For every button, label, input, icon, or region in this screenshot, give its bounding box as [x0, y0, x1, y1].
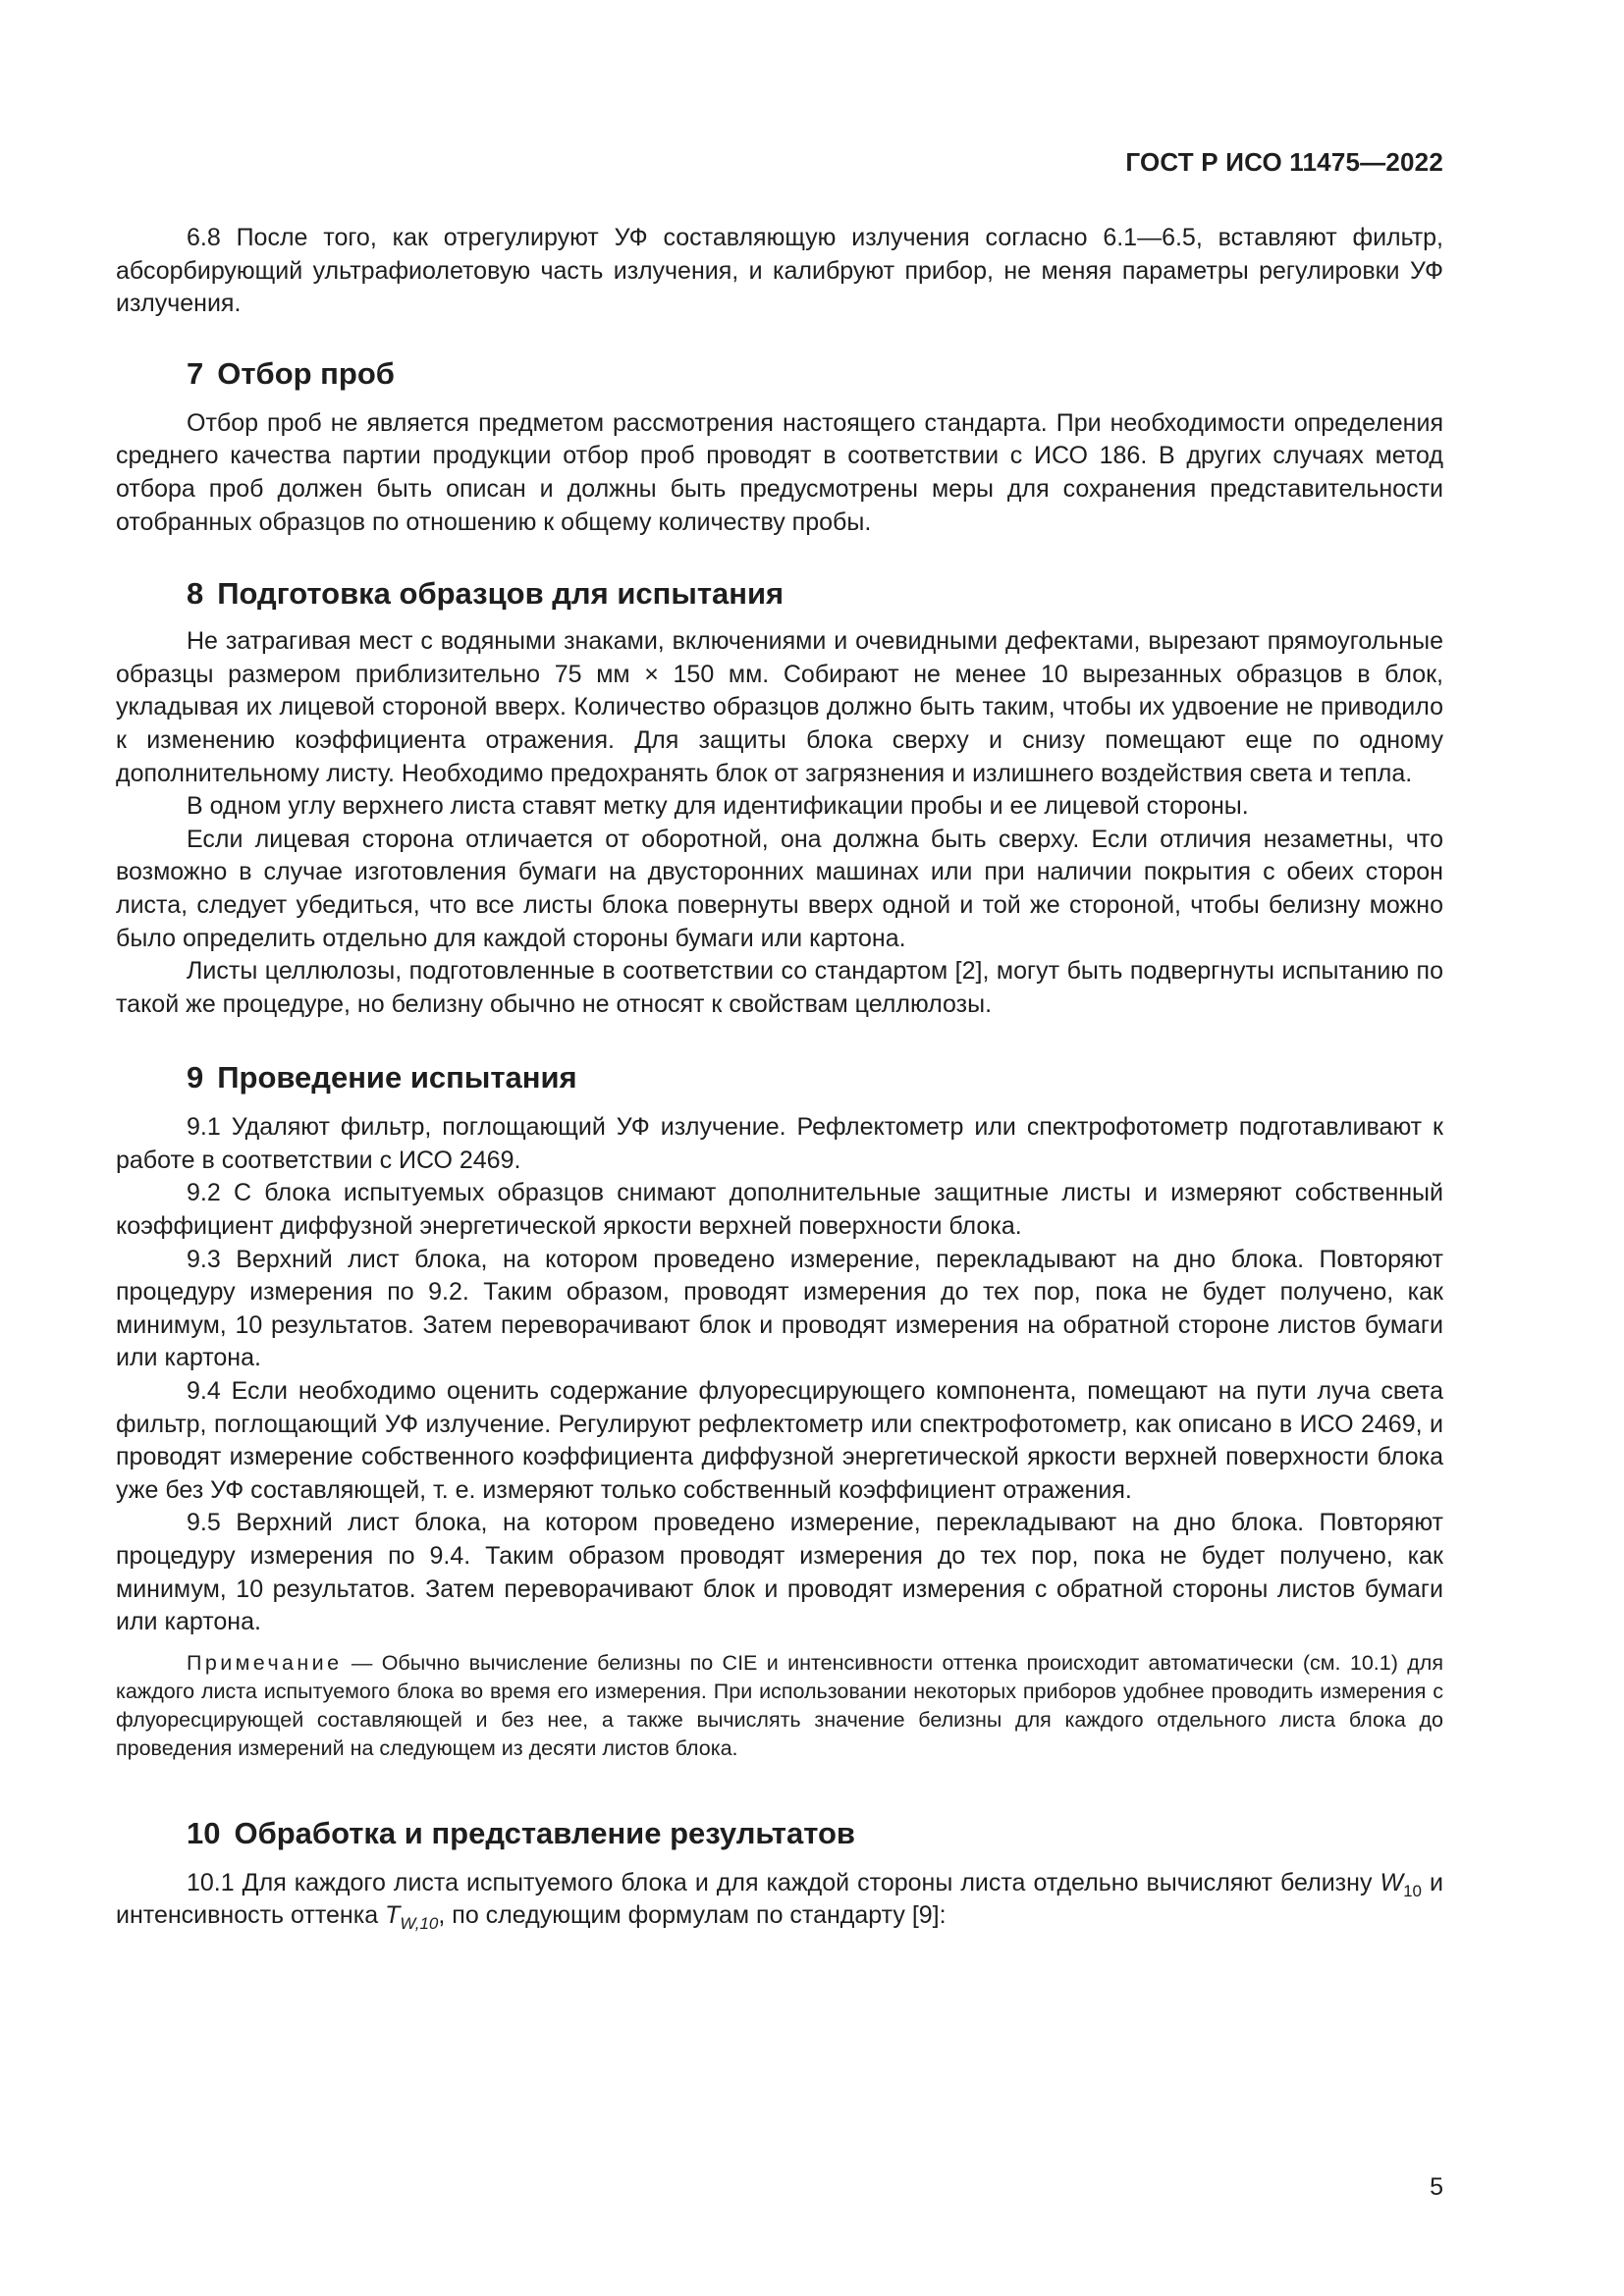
section-title: Обработка и представление результатов — [234, 1815, 855, 1850]
section-title: Отбор проб — [217, 355, 395, 391]
section-number: 9 — [187, 1060, 204, 1095]
clause-9-5: 9.5 Верхний лист блока, на котором проведено измерение, перекладывают на дно блока. Повторяют процедуру измерения по 9.4. Таким образом проводят измерения до тех пор, пока не будет получено, как минимум, 10 результатов. Затем переворачивают блок и проводят измерения с обратной стороны листов бумаги или картона. — [116, 1509, 1443, 1636]
section-8-paragraph: Не затрагивая мест с водяными знаками, включениями и очевидными дефектами, вырезают прямоугольные образцы размером приблизительно 75 мм × 150 мм. Собирают не менее 10 вырезанных образцов в блок, укладывая их лицевой стороной вверх. Количество образцов должно быть таким, чтобы их удвоение не приводило к изменению коэффициента отражения. Для защиты блока сверху и снизу помещают еще по одному дополнительному листу. Необходимо предохранять блок от загрязнения и излишнего воздействия света и тепла. — [116, 627, 1443, 787]
clause-9-4: 9.4 Если необходимо оценить содержание флуоресцирующего компонента, помещают на пути луча света фильтр, поглощающий УФ излучение. Регулируют рефлектометр или спектрофотометр, как описано в ИСО 2469, и проводят измерение собственного коэффициента диффузной энергетической яркости верхней поверхности блока уже без УФ составляющей, т. е. измеряют только собственный коэффициент отражения. — [116, 1377, 1443, 1504]
symbol-t-subscript: W,10 — [400, 1914, 439, 1934]
section-title: Проведение испытания — [217, 1060, 577, 1095]
note-text: — Обычно вычисление белизны по CIE и интенсивности оттенка происходит автоматически (см. 10.1) для каждого листа испытуемого блока во время его измерения. При использовании некоторых приборов удобнее проводить измерения с флуоресцирующей составляющей и без нее, а также вычислять значение белизны для каждого отдельного листа блока до проведения измерений на следующем из десяти листов блока. — [116, 1650, 1443, 1760]
section-7-heading — [116, 354, 1443, 394]
section-8-paragraph: В одном углу верхнего листа ставят метку для идентификации пробы и ее лицевой стороны. — [187, 792, 1249, 821]
section-title: Подготовка образцов для испытания — [217, 576, 785, 612]
section-number: 10 — [187, 1815, 221, 1850]
document-body — [116, 222, 1443, 1933]
section-8-paragraph: Если лицевая сторона отличается от оборотной, она должна быть сверху. Если отличия незаметны, что возможно в случае изготовления бумаги на двусторонних машинах или при наличии покрытия с обеих сторон листа, следует убедиться, что все листы блока повернуты вверх одной и той же стороной, чтобы белизну можно было определить отдельно для каждой стороны бумаги или картона. — [116, 825, 1443, 952]
clause-9-3: 9.3 Верхний лист блока, на котором проведено измерение, перекладывают на дно блока. Повторяют процедуру измерения по 9.2. Таким образом, проводят измерения до тех пор, пока не будет получено, как минимум, 10 результатов. Затем переворачивают блок и проводят измерения на обратной стороне листов бумаги или картона. — [116, 1245, 1443, 1372]
clause-text: 10.1 Для каждого листа испытуемого блока и для каждой стороны листа отдельно вычисляют белизну — [187, 1868, 1380, 1896]
symbol-t: T — [385, 1901, 401, 1930]
clause-9-1: 9.1 Удаляют фильтр, поглощающий УФ излучение. Рефлектометр или спектрофотометр подготавливают к работе в соответствии с ИСО 2469. — [116, 1113, 1443, 1174]
note — [116, 1649, 1443, 1763]
page-number: 5 — [1430, 2173, 1443, 2201]
clause-9-2: 9.2 С блока испытуемых образцов снимают дополнительные защитные листы и измеряют собственный коэффициент диффузной энергетической яркости верхней поверхности блока. — [116, 1179, 1443, 1241]
section-9-heading — [116, 1058, 1443, 1097]
section-number: 8 — [187, 576, 204, 612]
section-10-heading — [116, 1814, 1443, 1853]
symbol-w-subscript: 10 — [1403, 1881, 1422, 1900]
clause-text: , по следующим формулам по стандарту [9]: — [438, 1901, 947, 1930]
clause-10-1 — [116, 1867, 1443, 1933]
document-header: ГОСТ Р ИСО 11475—2022 — [1125, 147, 1443, 177]
note-label: Примечание — [187, 1650, 343, 1675]
paragraph-6-8: 6.8 После того, как отрегулируют УФ составляющую излучения согласно 6.1—6.5, вставляют фильтр, абсорбирующий ультрафиолетовую часть излучения, и калибруют прибор, не меняя параметры регулировки УФ излучения. — [116, 224, 1443, 318]
symbol-w: W — [1380, 1868, 1404, 1896]
section-number: 7 — [187, 355, 204, 391]
clause-text: и интенсивность оттенка — [116, 1868, 1443, 1930]
section-8-heading — [116, 574, 1443, 614]
section-8-paragraph: Листы целлюлозы, подготовленные в соответствии со стандартом [2], могут быть подвергнуты испытанию по такой же процедуре, но белизну обычно не относят к свойствам целлюлозы. — [116, 957, 1443, 1018]
section-7-paragraph: Отбор проб не является предметом рассмотрения настоящего стандарта. При необходимости определения среднего качества партии продукции отбор проб проводят в соответствии с ИСО 186. В других случаях метод отбора проб должен быть описан и должны быть предусмотрены меры для сохранения представительности отобранных образцов по отношению к общему количеству пробы. — [116, 408, 1443, 536]
